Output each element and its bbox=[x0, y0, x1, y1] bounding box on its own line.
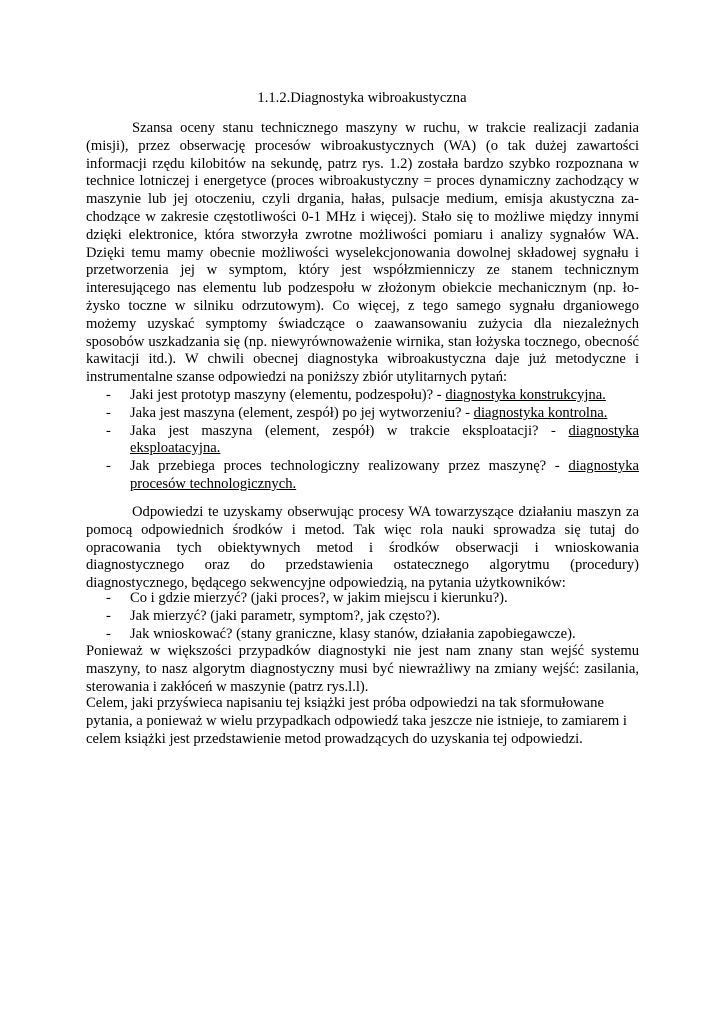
questions-list bbox=[86, 387, 639, 494]
user-question-text: Jak wnioskować? (stany graniczne, klasy stanów, działania zapobiegawcze). bbox=[130, 625, 576, 642]
question-answer: diagnostyka procesów technologicznych. bbox=[130, 458, 639, 492]
list-item bbox=[86, 608, 639, 626]
intro-paragraph: Szansa oceny stanu technicznego maszyny w ruchu, w trakcie realizacji zadania (misji), przez obserwację procesów wibroakustycznych (WA) (o tak dużej zawartości informacji rzędu kilobitów na sekundę, patrz rys. 1.2) została bardzo szybko rozpoznana w technice lotniczej i energetyce (proces wibroakustyczny = proces dynamiczny zachodzący w maszynie lub jej otoczeniu, czyli drgania, hałas, pulsacje medium, emisja akustyczna za-chodzące w zakresie częstotliwości 0-1 MHz i więcej). Stało się to możliwe między innymi dzięki elektronice, która stworzyła zwrotne możliwości pomiaru i analizy sygnałów WA. Dzięki temu mamy obecnie możliwości wyselekcjonowania dowolnej składowej sygnału i przetworzenia jej w symptom, który jest współzmienniczy ze stanem technicznym interesującego nas elementu lub podzespołu w złożonym obiekcie mechanicznym (np. ło-żysko toczne w silniku odrzutowym). Co więcej, z tego samego sygnału drganiowego możemy uzyskać symptomy świadczące o zaawansowaniu zużycia dla niezależnych sposobów uszkadzania się (np. niewyrównoważenie wirnika, stan łożyska tocznego, obecność kawitacji itd.). W chwili obecnej diagnostyka wibroakustyczna daje już metodyczne i instrumentalne szanse odpowiedzi na poniższy zbiór utylitarnych pytań: bbox=[86, 120, 639, 386]
goal-paragraph: Celem, jaki przyświeca napisaniu tej książki jest próba odpowiedzi na tak sformułowane pytania, a ponieważ w wielu przypadkach odpowiedź taka jeszcze nie istnieje, to zamiarem i celem książki jest przedstawienie metod prowadzących do uzyskania tej odpowiedzi. bbox=[86, 695, 627, 747]
question-answer: diagnostyka kontrolna. bbox=[473, 404, 608, 421]
list-item bbox=[86, 423, 639, 459]
list-dash: - bbox=[106, 607, 111, 624]
list-item bbox=[86, 626, 639, 644]
list-item bbox=[86, 458, 639, 494]
answers-paragraph: Odpowiedzi te uzyskamy obserwując procesy WA towarzyszące działaniu maszyn za pomocą odpowiednich środków i metod. Tak więc rola nauki sprowadza się tutaj do opracowania tych obiektywnych metod i środków obserwacji i wnioskowania diagnostycznego oraz do przedstawienia ostatecznego algorytmu (procedury) diagnostycznego, będącego sekwencyjne odpowiedzią, na pytania użytkowników: bbox=[86, 504, 639, 592]
list-item bbox=[86, 405, 639, 423]
question-text: Jaka jest maszyna (element, zespół) po jej wytworzeniu? - bbox=[130, 404, 474, 421]
inputs-paragraph: Ponieważ w większości przypadków diagnostyki nie jest nam znany stan wejść systemu maszyny, to nasz algorytm diagnostyczny musi być niewrażliwy na zmiany wejść: zasilania, sterowania i zakłóceń w maszynie (patrz rys.l.l). bbox=[86, 643, 639, 695]
list-dash: - bbox=[106, 590, 111, 606]
user-question-text: Co i gdzie mierzyć? (jaki proces?, w jakim miejscu i kierunku?). bbox=[130, 590, 508, 606]
question-text: Jaka jest maszyna (element, zespół) w trakcie eksploatacji? - bbox=[130, 422, 569, 439]
list-dash: - bbox=[106, 625, 111, 642]
list-dash: - bbox=[106, 458, 111, 475]
list-item bbox=[86, 590, 639, 608]
user-questions-list bbox=[86, 590, 639, 643]
list-dash: - bbox=[106, 422, 111, 439]
list-dash: - bbox=[106, 404, 111, 421]
list-dash: - bbox=[106, 387, 111, 403]
question-text: Jak przebiega proces technologiczny realizowany przez maszynę? - bbox=[130, 458, 569, 475]
question-answer: diagnostyka eksploatacyjna. bbox=[130, 422, 639, 457]
user-question-text: Jak mierzyć? (jaki parametr, symptom?, jak często?). bbox=[130, 607, 441, 624]
question-answer: diagnostyka konstrukcyjna. bbox=[445, 387, 606, 403]
question-text: Jaki jest prototyp maszyny (elementu, podzespołu)? - bbox=[130, 387, 446, 403]
list-item bbox=[86, 387, 639, 405]
section-heading: 1.1.2.Diagnostyka wibroakustyczna bbox=[257, 90, 467, 106]
